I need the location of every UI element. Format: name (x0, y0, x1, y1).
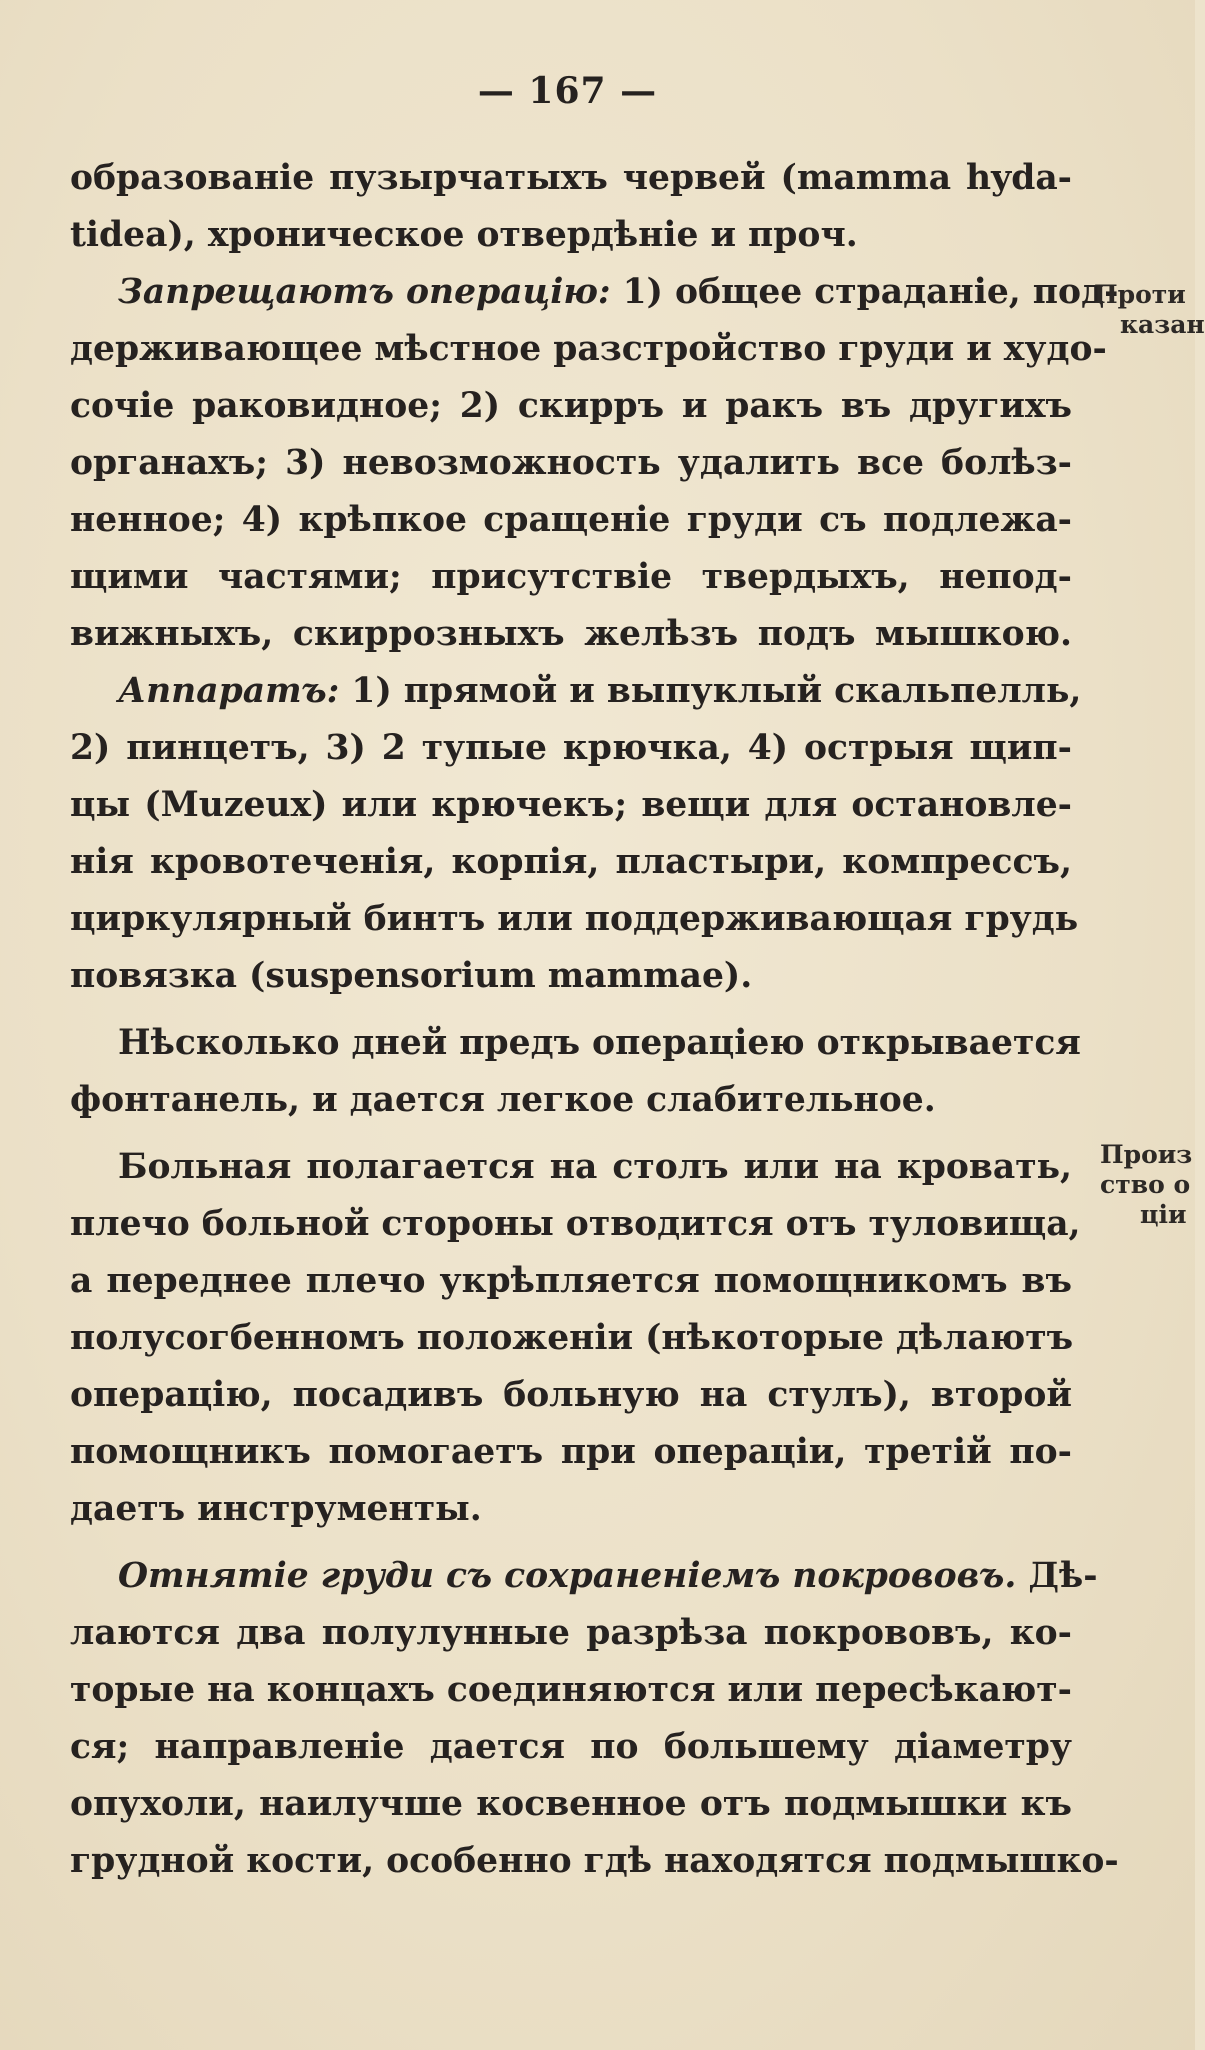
text-line: плечо больной стороны отводится отъ туловища, (70, 1204, 1081, 1244)
text-line: Отнятіе груди съ сохраненіемъ покрововъ. Дѣ- (118, 1556, 1098, 1596)
text-line: Больная полагается на столъ или на кровать, (118, 1147, 1072, 1187)
text-line: Аппаратъ: 1) прямой и выпуклый скальпелль, (118, 671, 1082, 711)
text-line: циркулярный бинтъ или поддерживающая грудь (70, 899, 1079, 939)
margin-note-line: Произ (1100, 1140, 1193, 1169)
text-line: фонтанель, и дается легкое слабительное. (70, 1080, 936, 1120)
text-line: образованіе пузырчатыхъ червей (mamma hyda- (70, 158, 1072, 198)
text-line: лаются два полулунные разрѣза покрововъ, ко- (70, 1613, 1072, 1653)
text-line: держивающее мѣстное разстройство груди и худо- (70, 329, 1107, 369)
text-line: полусогбенномъ положеніи (нѣкоторые дѣлаютъ (70, 1318, 1074, 1358)
text-line: ненное; 4) крѣпкое сращеніе груди съ подлежа- (70, 500, 1072, 540)
text-line: цы (Muzeux) или крючекъ; вещи для остановле- (70, 785, 1072, 825)
text-line: Запрещаютъ операцію: 1) общее страданіе, под- (118, 272, 1119, 312)
page-number: — 167 — (477, 70, 658, 112)
text-line: помощникъ помогаетъ при операціи, третій по- (70, 1432, 1072, 1472)
margin-note-line: ство о (1100, 1170, 1191, 1199)
margin-note-line: казан (1120, 310, 1205, 339)
text-line: Нѣсколько дней предъ операціею открывается (118, 1023, 1081, 1063)
text-line: вижныхъ, скиррозныхъ желѣзъ подъ мышкою. (70, 614, 1072, 654)
text-line: нія кровотеченія, корпія, пластыри, компрессъ, (70, 842, 1072, 882)
text-line: ся; направленіе дается по большему діаметру (70, 1727, 1072, 1767)
text-line: tidea), хроническое отвердѣніе и проч. (70, 215, 858, 255)
text-line: органахъ; 3) невозможность удалить все болѣз- (70, 443, 1072, 483)
text-line: грудной кости, особенно гдѣ находятся подмышко- (70, 1841, 1119, 1881)
text-line: опухоли, наилучше косвенное отъ подмышки къ (70, 1784, 1072, 1824)
text-line: а переднее плечо укрѣпляется помощникомъ въ (70, 1261, 1072, 1301)
apparatus-label: Аппаратъ: (118, 671, 340, 711)
text-line: даетъ инструменты. (70, 1489, 482, 1529)
margin-note-line: ціи (1140, 1200, 1187, 1229)
text-line: торые на концахъ соединяются или пересѣкают- (70, 1670, 1072, 1710)
amputation-label: Отнятіе груди съ сохраненіемъ покрововъ. (118, 1556, 1017, 1596)
text-line: сочіе раковидное; 2) скирръ и ракъ въ другихъ (70, 386, 1072, 426)
text-line: 2) пинцетъ, 3) 2 тупые крючка, 4) острыя щип- (70, 728, 1072, 768)
contraindications-label: Запрещаютъ операцію: (118, 272, 611, 312)
text-line: щими частями; присутствіе твердыхъ, непод- (70, 557, 1072, 597)
margin-note (1100, 1140, 1192, 1230)
body-text (70, 150, 1119, 1890)
text-line: повязка (suspensorium mammae). (70, 956, 753, 996)
margin-note (1094, 280, 1205, 340)
text-line: операцію, посадивъ больную на стулъ), второй (70, 1375, 1072, 1415)
margin-note-line: Проти (1094, 280, 1186, 309)
